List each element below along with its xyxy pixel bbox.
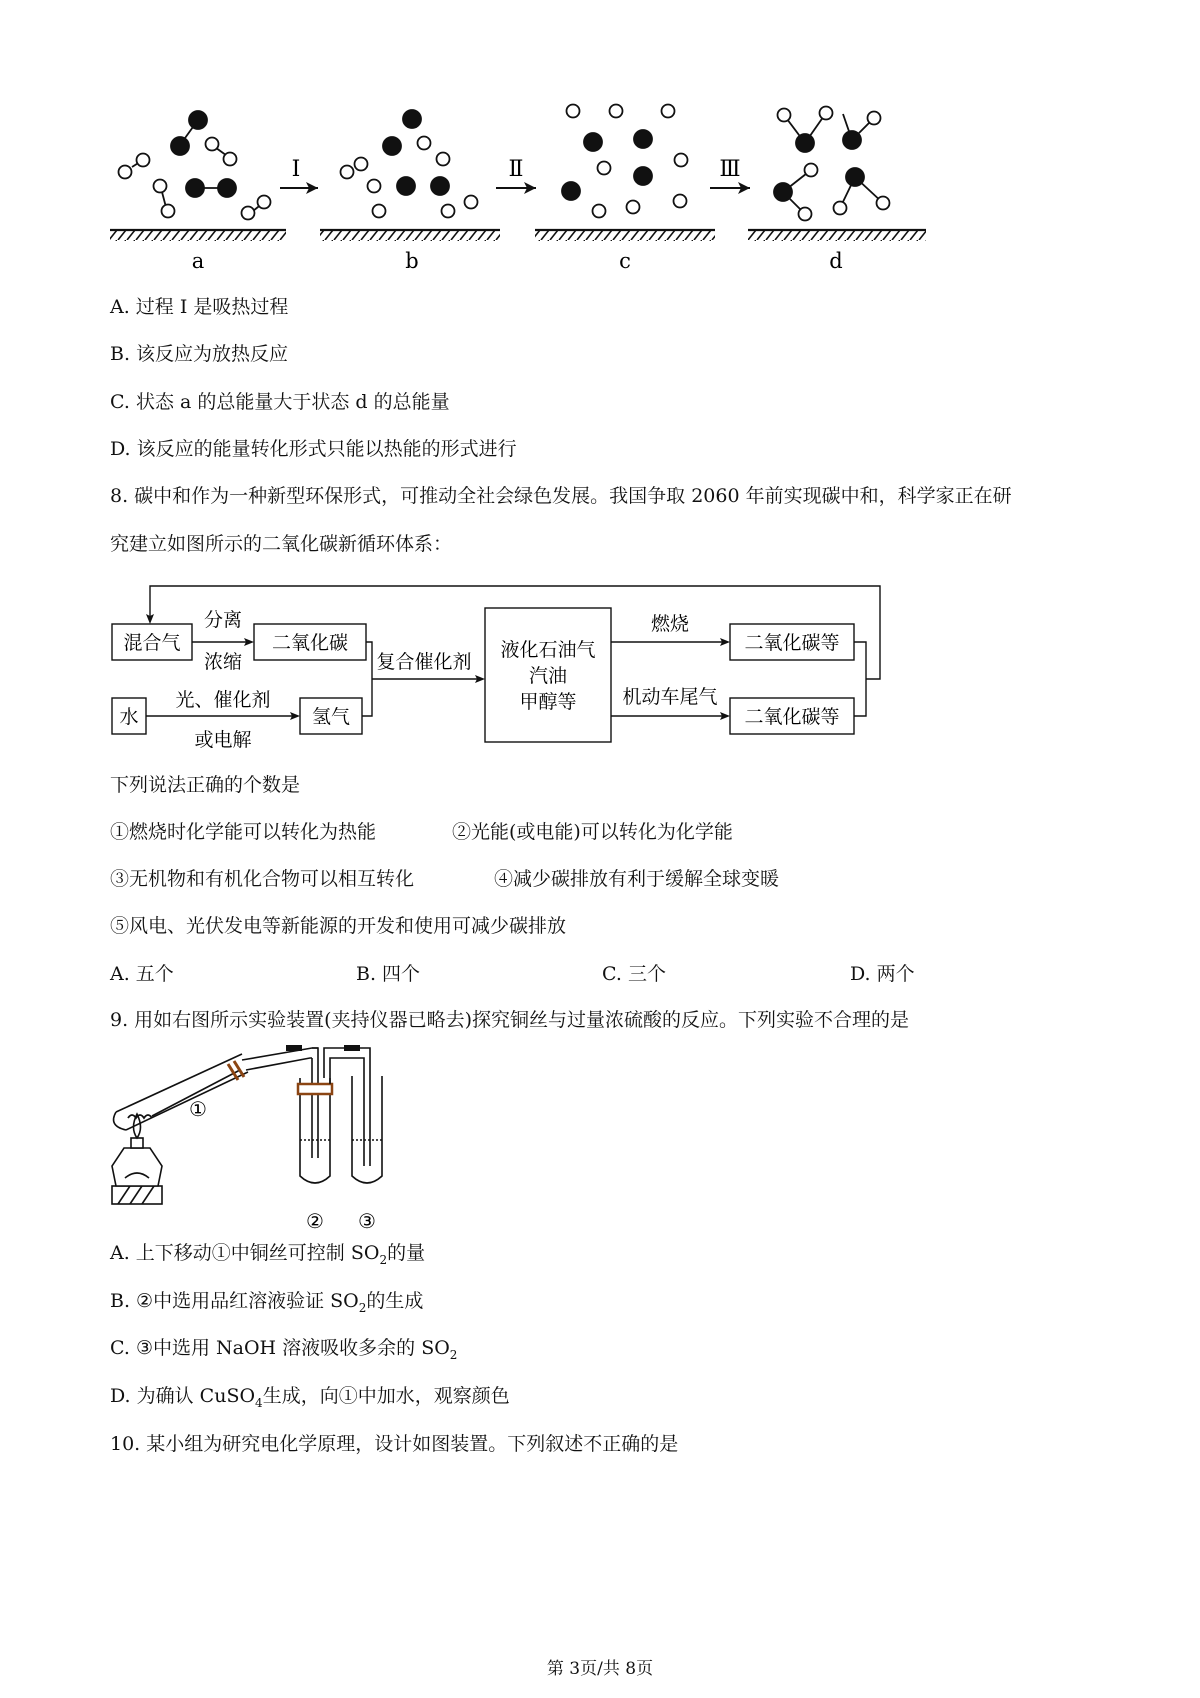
molecules-state-d [774,107,890,221]
q9-option-d-text: D. 为确认 CuSO [110,1385,256,1407]
co2-text: 二氧化碳 [271,632,349,654]
q9-option-c-text: C. ③中选用 NaOH 溶液吸收多余的 SO [110,1337,450,1359]
state-label-a: a [191,249,205,273]
process-label-2: Ⅱ [508,157,524,182]
electrolysis-label: 或电解 [194,729,252,748]
q10-stem: 10. 某小组为研究电化学原理，设计如图装置。下列叙述不正确的是 [110,1433,679,1455]
hydrogen-text: 氢气 [311,706,351,728]
surface-b [320,230,500,241]
q9-option-b [110,1289,423,1320]
surface-a [110,230,286,241]
concentrate-label: 浓缩 [203,651,243,673]
q8-prompt: 下列说法正确的个数是 [110,774,301,796]
q8-statement-3: ③无机物和有机化合物可以相互转化 [110,868,415,890]
q9-option-a-sub: 2 [379,1252,388,1267]
q9-option-b-text: B. ②中选用品红溶液验证 SO [110,1290,359,1312]
separate-label: 分离 [203,609,243,631]
apparatus-label-2: ② [306,1209,324,1233]
process-label-1: Ⅰ [291,157,301,182]
q8-option-a: A. 五个 [110,963,174,985]
q9-option-d-sub: 4 [255,1395,263,1410]
q8-option-d: D. 两个 [850,963,915,985]
state-label-b: b [405,249,419,273]
water-text: 水 [119,706,139,728]
copper-sulfuric-apparatus [0,1040,1200,1240]
page-footer: 第 3页/共 8页 [546,1659,654,1679]
q8-statement-2: ②光能(或电能)可以转化为化学能 [452,821,733,843]
q9-option-c [110,1336,457,1367]
process-arrow-3 [710,182,750,194]
combustion-label: 燃烧 [650,613,690,635]
q9-option-d [110,1384,510,1415]
q9-option-d-end: 生成，向①中加水，观察颜色 [262,1385,510,1407]
state-label-d: d [829,249,843,273]
surface-d [748,230,926,241]
state-label-c: c [619,249,631,273]
q7-option-b: B. 该反应为放热反应 [110,343,289,365]
q9-option-c-sub: 2 [449,1347,458,1362]
q9-option-a [110,1241,425,1272]
molecules-state-b [341,110,478,218]
light-catalyst-label: 光、催化剂 [175,689,271,711]
q7-option-a: A. 过程 I 是吸热过程 [110,296,289,318]
q9-option-b-sub: 2 [358,1300,367,1315]
product-line1: 液化石油气 [500,639,596,661]
q8-statement-4: ④减少碳排放有利于缓解全球变暖 [494,868,780,890]
mixed-gas-text: 混合气 [123,632,181,654]
co2-cycle-diagram [0,578,1200,748]
product-line2: 汽油 [528,665,568,687]
product-line3: 甲醇等 [519,691,577,713]
exhaust-label: 机动车尾气 [622,686,718,708]
q7-option-c: C. 状态 a 的总能量大于状态 d 的总能量 [110,391,450,413]
process-arrow-2 [496,182,536,194]
q9-stem: 9. 用如右图所示实验装置(夹持仪器已略去)探究铜丝与过量浓硫酸的反应。下列实验不合理的是 [110,1009,909,1031]
molecules-state-a [119,111,271,220]
apparatus-label-1: ① [189,1097,207,1121]
q7-option-d: D. 该反应的能量转化形式只能以热能的形式进行 [110,438,517,460]
q8-stem-line1: 8. 碳中和作为一种新型环保形式，可推动全社会绿色发展。我国争取 2060 年前实现碳中和，科学家正在研 [110,485,1012,507]
q8-option-b: B. 四个 [356,963,421,985]
q8-statement-1: ①燃烧时化学能可以转化为热能 [110,821,377,843]
q9-option-a-end: 的量 [387,1242,426,1264]
surface-c [535,230,715,241]
q8-stem-line2: 究建立如图所示的二氧化碳新循环体系： [110,533,453,555]
process-arrow-1 [280,182,318,194]
q8-statement-5: ⑤风电、光伏发电等新能源的开发和使用可减少碳排放 [110,915,567,937]
reaction-process-figure [0,0,1200,290]
q8-option-c: C. 三个 [602,963,666,985]
co2-etc-top-text: 二氧化碳等 [744,632,840,654]
apparatus-label-3: ③ [358,1209,376,1233]
q9-option-b-end: 的生成 [366,1290,424,1312]
molecules-state-c [562,105,688,218]
co2-etc-bottom-text: 二氧化碳等 [744,706,840,728]
q9-option-a-text: A. 上下移动①中铜丝可控制 SO [110,1242,380,1264]
process-label-3: Ⅲ [719,157,741,182]
composite-catalyst-label: 复合催化剂 [376,651,472,673]
